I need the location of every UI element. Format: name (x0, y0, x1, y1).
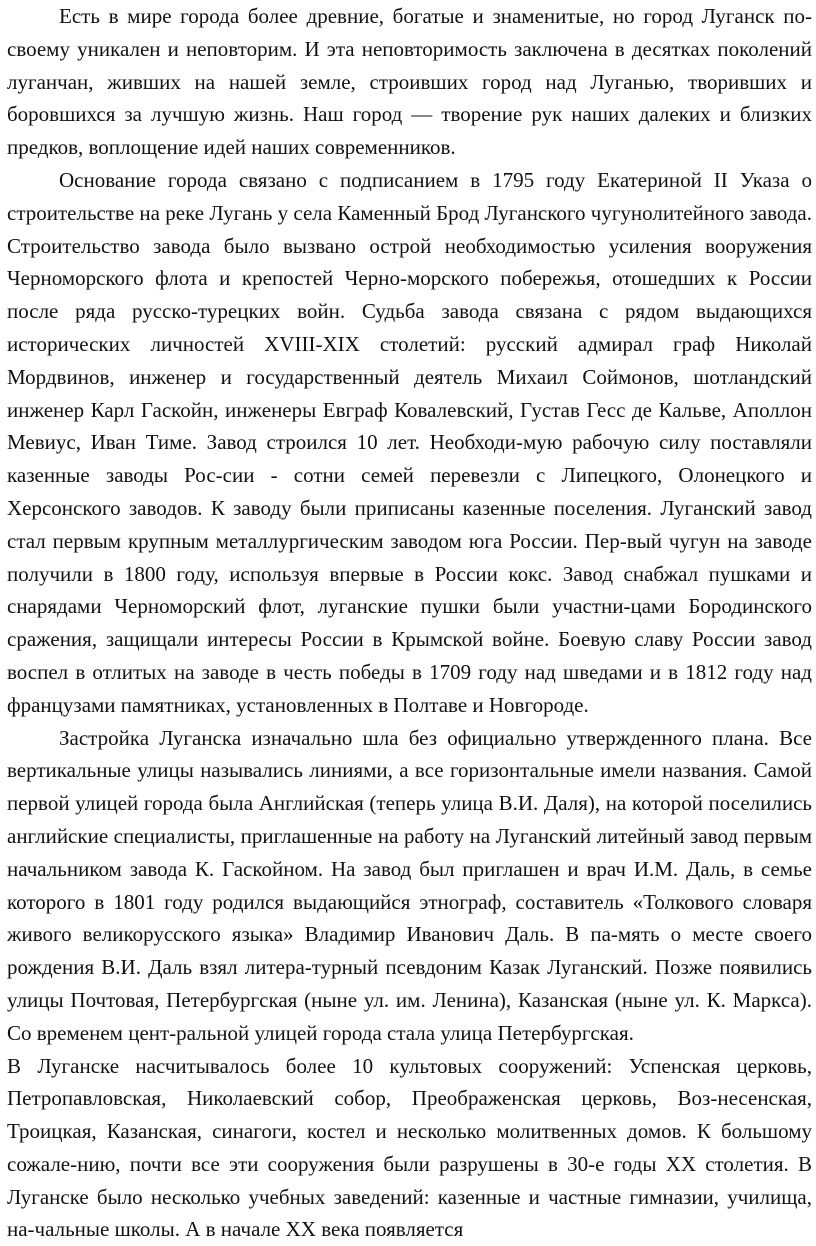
paragraph-religious-buildings: В Луганске насчитывалось более 10 культовых сооружений: Успенская церковь, Петропавловская, Николаевский собор, Преображенская церковь, Воз-несенская, Троицкая, Казанская, синагоги, костел и несколько молитвенных домов. К большому сожале-нию, почти все эти сооружения были разрушены в 30-е годы XX столетия. В Луганске было несколько учебных заведений: казенные и частные гимназии, училища, на-чальные школы. А в начале XX века появляется (7, 1050, 812, 1246)
paragraph-founding: Основание города связано с подписанием в 1795 году Екатериной II Указа о строительстве на реке Лугань у села Каменный Брод Луганского чугунолитейного завода. Строительство завода было вызвано острой необходимостью усиления вооружения Черноморского флота и крепостей Черно-морского побережья, отошедших к России после ряда русско-турецких войн. Судьба завода связана с рядом выдающихся исторических личностей XVIII-XIX столетий: русский адмирал граф Николай Мордвинов, инженер и государственный деятель Михаил Соймонов, шотландский инженер Карл Гаскойн, инженеры Евграф Ковалевский, Густав Гесс де Кальве, Аполлон Мевиус, Иван Тиме. Завод строился 10 лет. Необходи-мую рабочую силу поставляли казенные заводы Рос-сии - сотни семей перевезли с Липецкого, Олонецкого и Херсонского заводов. К заводу были приписаны казенные поселения. Луганский завод стал первым крупным металлургическим заводом юга России. Пер-вый чугун на заводе получили в 1800 году, используя впервые в России кокс. Завод снабжал пушками и снарядами Черноморский флот, луганские пушки были участни-цами Бородинского сражения, защищали интересы России в Крымской войне. Боевую славу России завод воспел в отлитых на заводе в честь победы в 1709 году над шведами и в 1812 году над французами памятниках, установленных в Полтаве и Новгороде. (7, 164, 812, 722)
paragraph-intro: Есть в мире города более древние, богатые и знаменитые, но город Луганск по-своему уникален и неповторим. И эта неповторимость заключена в десятках поколений луганчан, живших на нашей земле, строивших город над Луганью, творивших и боровшихся за лучшую жизнь. Наш город — творение рук наших далеких и близких предков, воплощение идей наших современников. (7, 0, 812, 164)
paragraph-streets: Застройка Луганска изначально шла без официально утвержденного плана. Все вертикальные улицы назывались линиями, а все горизонтальные имели названия. Самой первой улицей города была Английская (теперь улица В.И. Даля), на которой поселились английские специалисты, приглашенные на работу на Луганский литейный завод первым начальником завода К. Гаскойном. На завод был приглашен и врач И.М. Даль, в семье которого в 1801 году родился выдающийся этнограф, составитель «Толкового словаря живого великорусского языка» Владимир Иванович Даль. В па-мять о месте своего рождения В.И. Даль взял литера-турный псевдоним Казак Луганский. Позже появились улицы Почтовая, Петербургская (ныне ул. им. Ленина), Казанская (ныне ул. К. Маркса). Со временем цент-ральной улицей города стала улица Петербургская. (7, 722, 812, 1050)
